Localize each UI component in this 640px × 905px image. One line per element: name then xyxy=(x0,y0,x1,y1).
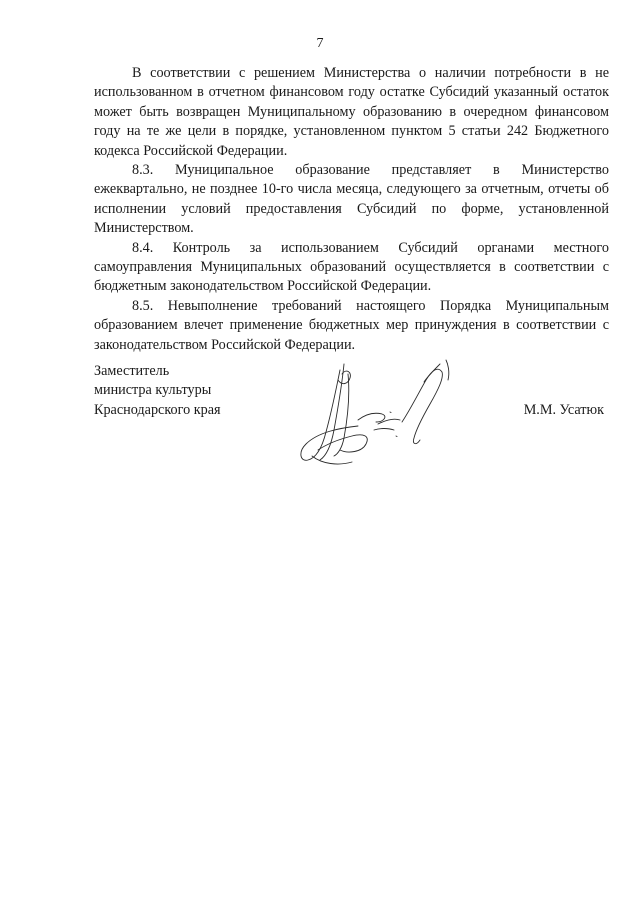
paragraph-8-3-reporting: 8.3. Муниципальное образование представляет в Министерство ежеквартально, не позднее 10-го числа месяца, следующего за отчетным, отчеты об исполнении условий предоставления Субсидий по форме, установленной Министерством. xyxy=(94,162,609,237)
signatory-title xyxy=(94,362,221,420)
signatory-title-line: министра культуры xyxy=(94,382,212,399)
signatory-title-line: Краснодарского края xyxy=(94,401,221,418)
page-number: 7 xyxy=(316,36,324,51)
document-body xyxy=(94,64,609,355)
signatory-name: М.М. Усатюк xyxy=(523,402,604,418)
signatory-title-line: Заместитель xyxy=(94,363,170,379)
paragraph-8-4-control: 8.4. Контроль за использованием Субсидий органами местного самоуправления Муниципальных образований осуществляется в соответствии с бюджетным законодательством Российской Федерации. xyxy=(94,239,609,295)
handwritten-signature xyxy=(278,350,468,475)
paragraph-8-5-noncompliance: 8.5. Невыполнение требований настоящего Порядка Муниципальным образованием влечет применение бюджетных мер принуждения в соответствии с законодательством Российской Федерации. xyxy=(94,297,609,353)
paragraph-returned-balance: В соответствии с решением Министерства о наличии потребности в не использованном в отчетном финансовом году остатке Субсидий указанный остаток может быть возвращен Муниципальному образованию в очередном финансовом году на те же цели в порядке, установленном пунктом 5 статьи 242 Бюджетного кодекса Российской Федерации. xyxy=(94,65,609,159)
